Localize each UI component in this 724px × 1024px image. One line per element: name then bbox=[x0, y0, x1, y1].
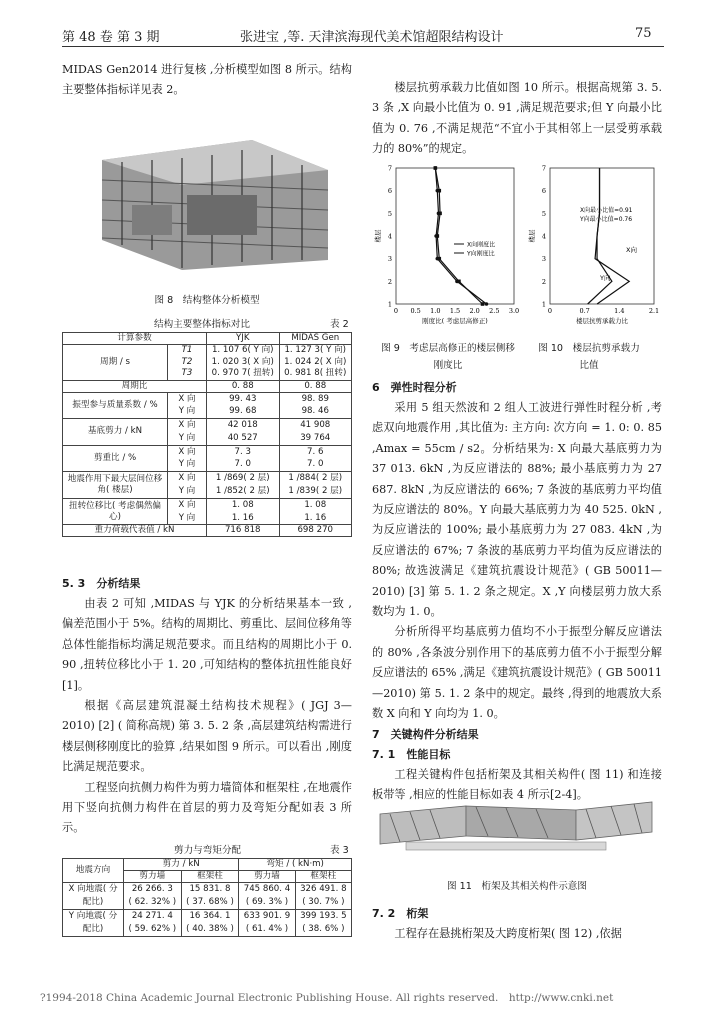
data-point bbox=[434, 166, 438, 170]
table3-title: 剪力与弯矩分配 bbox=[174, 845, 242, 856]
x-tick-label: 1.4 bbox=[614, 307, 625, 315]
y-tick-label: 3 bbox=[387, 255, 392, 264]
section-heading: 7. 2 桁架 bbox=[372, 907, 429, 920]
series-line bbox=[588, 168, 612, 304]
x-axis-label: 楼层抗剪承载力比 bbox=[576, 317, 628, 325]
table-row: 剪重比 / % X 向 Y 向 7. 3 7. 0 7. 6 7. 0 bbox=[63, 445, 352, 472]
paragraph: 工程关键构件包括桁架及其相关构件( 图 11) 和连接板带等 ,相应的性能目标如表 4 所示[2-4]。 bbox=[372, 767, 662, 801]
table-row: 地震作用下最大层间位移角( 楼层) X 向 Y 向 1 /869( 2 层) 1 /852( 2 层) 1 /884( 2 层) 1 /839( 2 层) bbox=[63, 472, 352, 499]
table2-header: MIDAS Gen bbox=[279, 333, 352, 345]
running-title: 张进宝 ,等. 天津滨海现代美术馆超限结构设计 bbox=[240, 30, 504, 45]
legend-entry: X向最小比值=0.91 bbox=[580, 207, 633, 214]
y-tick-label: 6 bbox=[387, 187, 392, 196]
data-point bbox=[438, 212, 442, 216]
fig9-chart bbox=[372, 162, 522, 332]
fig9-caption: 图 9 考虑层高修正的楼层侧移刚度比 bbox=[381, 343, 515, 371]
plot-frame bbox=[550, 168, 654, 304]
x-tick-label: 2.5 bbox=[489, 307, 500, 315]
table-row: 振型参与质量系数 / % X 向 Y 向 99. 43 99. 68 98. 89 98. 46 bbox=[63, 392, 352, 419]
fig11-caption: 图 11 桁架及其相关构件示意图 bbox=[447, 881, 587, 892]
table2 bbox=[62, 332, 352, 537]
series-line bbox=[595, 168, 629, 304]
paragraph: 楼层抗剪承载力比值如图 10 所示。根据高规第 3. 5. 3 条 ,X 向最小比值为 0. 91 ,满足规范要求;但 Y 向最小比值为 0. 76 ,不满足规范“不宜小于其相邻上一层受剪承载力的 80%”的规定。 bbox=[372, 81, 662, 156]
y-tick-label: 1 bbox=[387, 300, 392, 309]
y-tick-label: 5 bbox=[387, 209, 392, 218]
table3: 地震方向 剪力 / kN 弯矩 / ( kN·m) 剪力墙 框架柱 剪力墙 框架柱 X 向地震( 分配比) 26 266. 3 ( 62. 32% ) 15 831. 8 ( 37. 68% ) 745 860. 4 ( 69. 3% ) 326 491. 8 ( 30. 7% ) Y 向地震( 分配比) 24 271. 4 ( 59. 62% ) 16 364. 1 ( 40. 38% ) 633 901. 9 ( 61. 4% ) 399 193. 5 ( 38. 6% ) bbox=[62, 858, 352, 937]
x-tick-label: 2.0 bbox=[469, 307, 480, 315]
x-axis-label: 刚度比( 考虑层高修正) bbox=[422, 317, 488, 325]
intro-paragraph: MIDAS Gen2014 进行复核 ,分析模型如图 8 所示。结构主要整体指标详见表 2。 bbox=[62, 63, 352, 97]
right-intro bbox=[372, 78, 662, 160]
legend-entry: Y向刚度比 bbox=[467, 250, 495, 258]
structure-model-figure bbox=[92, 110, 336, 276]
paragraph: 工程存在悬挑桁架及大跨度桁架( 图 12) ,依据 bbox=[394, 927, 622, 940]
table2-label: 表 2 bbox=[330, 319, 349, 330]
table2-title: 结构主要整体指标对比 bbox=[154, 319, 250, 330]
data-point bbox=[485, 302, 489, 306]
y-tick-label: 7 bbox=[541, 164, 546, 173]
x-tick-label: 0.5 bbox=[410, 307, 421, 315]
y-tick-label: 6 bbox=[541, 187, 546, 196]
page-number: 75 bbox=[635, 26, 652, 41]
paragraph: 工程竖向抗侧力构件为剪力墙简体和框架柱 ,在地震作用下竖向抗侧力构件在首层的剪力及弯矩分配如表 3 所示。 bbox=[62, 780, 352, 835]
table3-label: 表 3 bbox=[330, 845, 349, 856]
y-tick-label: 1 bbox=[541, 300, 546, 309]
y-tick-label: 5 bbox=[541, 209, 546, 218]
x-tick-label: 1.0 bbox=[430, 307, 441, 315]
x-tick-label: 3.0 bbox=[508, 307, 520, 315]
fig10-chart bbox=[528, 162, 662, 332]
data-point bbox=[457, 280, 461, 284]
table2-header: YJK bbox=[207, 333, 280, 345]
y-tick-label: 3 bbox=[541, 255, 546, 264]
section-heading: 5. 3 分析结果 bbox=[62, 577, 141, 590]
y-axis-label: 楼层 bbox=[374, 229, 382, 243]
table2-header: 计算参数 bbox=[63, 333, 207, 345]
table-row: 基底剪力 / kN X 向 Y 向 42 018 40 527 41 908 39 764 bbox=[63, 419, 352, 446]
copyright-footer: ?1994-2018 China Academic Journal Electronic Publishing House. All rights reserved. http://www.cnki.net bbox=[40, 992, 614, 1004]
section-6-7 bbox=[372, 378, 662, 805]
x-tick-label: 1.5 bbox=[449, 307, 461, 315]
paragraph: 分析所得平均基底剪力值均不小于振型分解反应谱法的 80% ,各条波分别作用下的基底剪力值不小于振型分解反应谱法的 65% ,满足《建筑抗震设计规范》( GB 50011—2010) 第 5. 1. 2 条中的规定。最终 ,得到的地震放大系数 X 向和 Y 向均为 1. 0。 bbox=[372, 625, 662, 721]
header-rule bbox=[62, 46, 664, 47]
data-point bbox=[481, 302, 485, 306]
data-point bbox=[437, 189, 441, 193]
table-row: Y 向地震( 分配比) 24 271. 4 ( 59. 62% ) 16 364. 1 ( 40. 38% ) 633 901. 9 ( 61. 4% ) 399 193. 5 ( 38. 6% ) bbox=[63, 910, 352, 937]
y-tick-label: 2 bbox=[387, 277, 392, 286]
y-tick-label: 7 bbox=[387, 164, 392, 173]
paragraph: 由表 2 可知 ,MIDAS 与 YJK 的分析结果基本一致 ,偏差范围小于 5%。结构的周期比、剪重比、层间位移角等总体性能指标均满足规范要求。而且结构的周期比小于 0. 90 ,扭转位移比小于 1. 20 ,可知结构的整体抗扭性能良好[1]。 bbox=[62, 597, 352, 692]
section-heading: 7 关键构件分析结果 bbox=[372, 727, 479, 741]
legend-entry: X向刚度比 bbox=[467, 241, 496, 249]
table-row: 重力荷载代表值 / kN 716 818 698 270 bbox=[63, 525, 352, 537]
y-tick-label: 4 bbox=[387, 232, 392, 241]
journal-volume: 第 48 卷 第 3 期 bbox=[62, 30, 160, 45]
y-tick-label: 2 bbox=[541, 277, 546, 286]
legend-entry: Y向最小比值=0.76 bbox=[580, 216, 633, 223]
y-tick-label: 4 bbox=[541, 232, 546, 241]
section-5-3 bbox=[62, 574, 352, 839]
truss-figure bbox=[376, 796, 656, 858]
fig10-caption: 图 10 楼层抗剪承载力比值 bbox=[538, 343, 640, 371]
paragraph: 根据《高层建筑混凝土结构技术规程》( JGJ 3—2010) [2] ( 简称高规) 第 3. 5. 2 条 ,高层建筑结构需进行楼层侧移刚度比的验算 ,结果如图 9 所示。可以看出 ,刚度比满足规范要求。 bbox=[62, 699, 352, 774]
plot-frame bbox=[396, 168, 514, 304]
table-row: 周期比 0. 88 0. 88 bbox=[63, 380, 352, 392]
table-row: 扭转位移比( 考虑偶然偏心) X 向 Y 向 1. 08 1. 16 1. 08 1. 16 bbox=[63, 498, 352, 525]
series-label: Y向 bbox=[600, 274, 611, 282]
y-axis-label: 楼层 bbox=[528, 229, 536, 243]
series-label: X向 bbox=[626, 246, 637, 254]
x-tick-label: 2.1 bbox=[648, 307, 660, 315]
x-tick-label: 0.7 bbox=[579, 307, 590, 315]
x-tick-label: 0 bbox=[393, 307, 399, 315]
section-heading: 6 弹性时程分析 bbox=[372, 381, 457, 394]
fig8-caption: 图 8 结构整体分析模型 bbox=[154, 295, 260, 306]
x-tick-label: 0 bbox=[547, 307, 553, 315]
table-row: X 向地震( 分配比) 26 266. 3 ( 62. 32% ) 15 831. 8 ( 37. 68% ) 745 860. 4 ( 69. 3% ) 326 491. 8 ( 30. 7% ) bbox=[63, 883, 352, 910]
data-point bbox=[437, 257, 441, 261]
paragraph: 采用 5 组天然波和 2 组人工波进行弹性时程分析 ,考虑双向地震作用 ,其比值为: 主方向: 次方向 = 1. 0: 0. 85 ,Amax = 55cm / s2。分析结果为: X 向最大基底剪力为 37 013. 6kN ,为反应谱法的 88%; 最小基底剪力为 27 687. 8kN ,为反应谱法的 66%; 7 条波的基底剪力平均值为反应谱法的 80%。Y 向最大基底剪力为 40 525. 0kN ,为反应谱法的 100%; 最小基底剪力为 27 083. 4kN ,为反应谱法的 67%; 7 条波的基底剪力平均值为反应谱法的 80%; 故选波满足《建筑抗震设计规范》( GB 50011—2010) [3] 第 5. 1. 2 条之规定。X ,Y 向楼层剪力放大系数均为 1. 0。 bbox=[372, 401, 662, 619]
table-row: 周期 / s T1 T2 T3 1. 107 6( Y 向) 1. 020 3( X 向) 0. 970 7( 扭转) 1. 127 3( Y 向) 1. 024 2( X 向) 0. 981 8( 扭转) bbox=[63, 345, 352, 381]
data-point bbox=[436, 234, 440, 238]
section-heading: 7. 1 性能目标 bbox=[372, 747, 451, 761]
section-7-2 bbox=[372, 904, 662, 944]
